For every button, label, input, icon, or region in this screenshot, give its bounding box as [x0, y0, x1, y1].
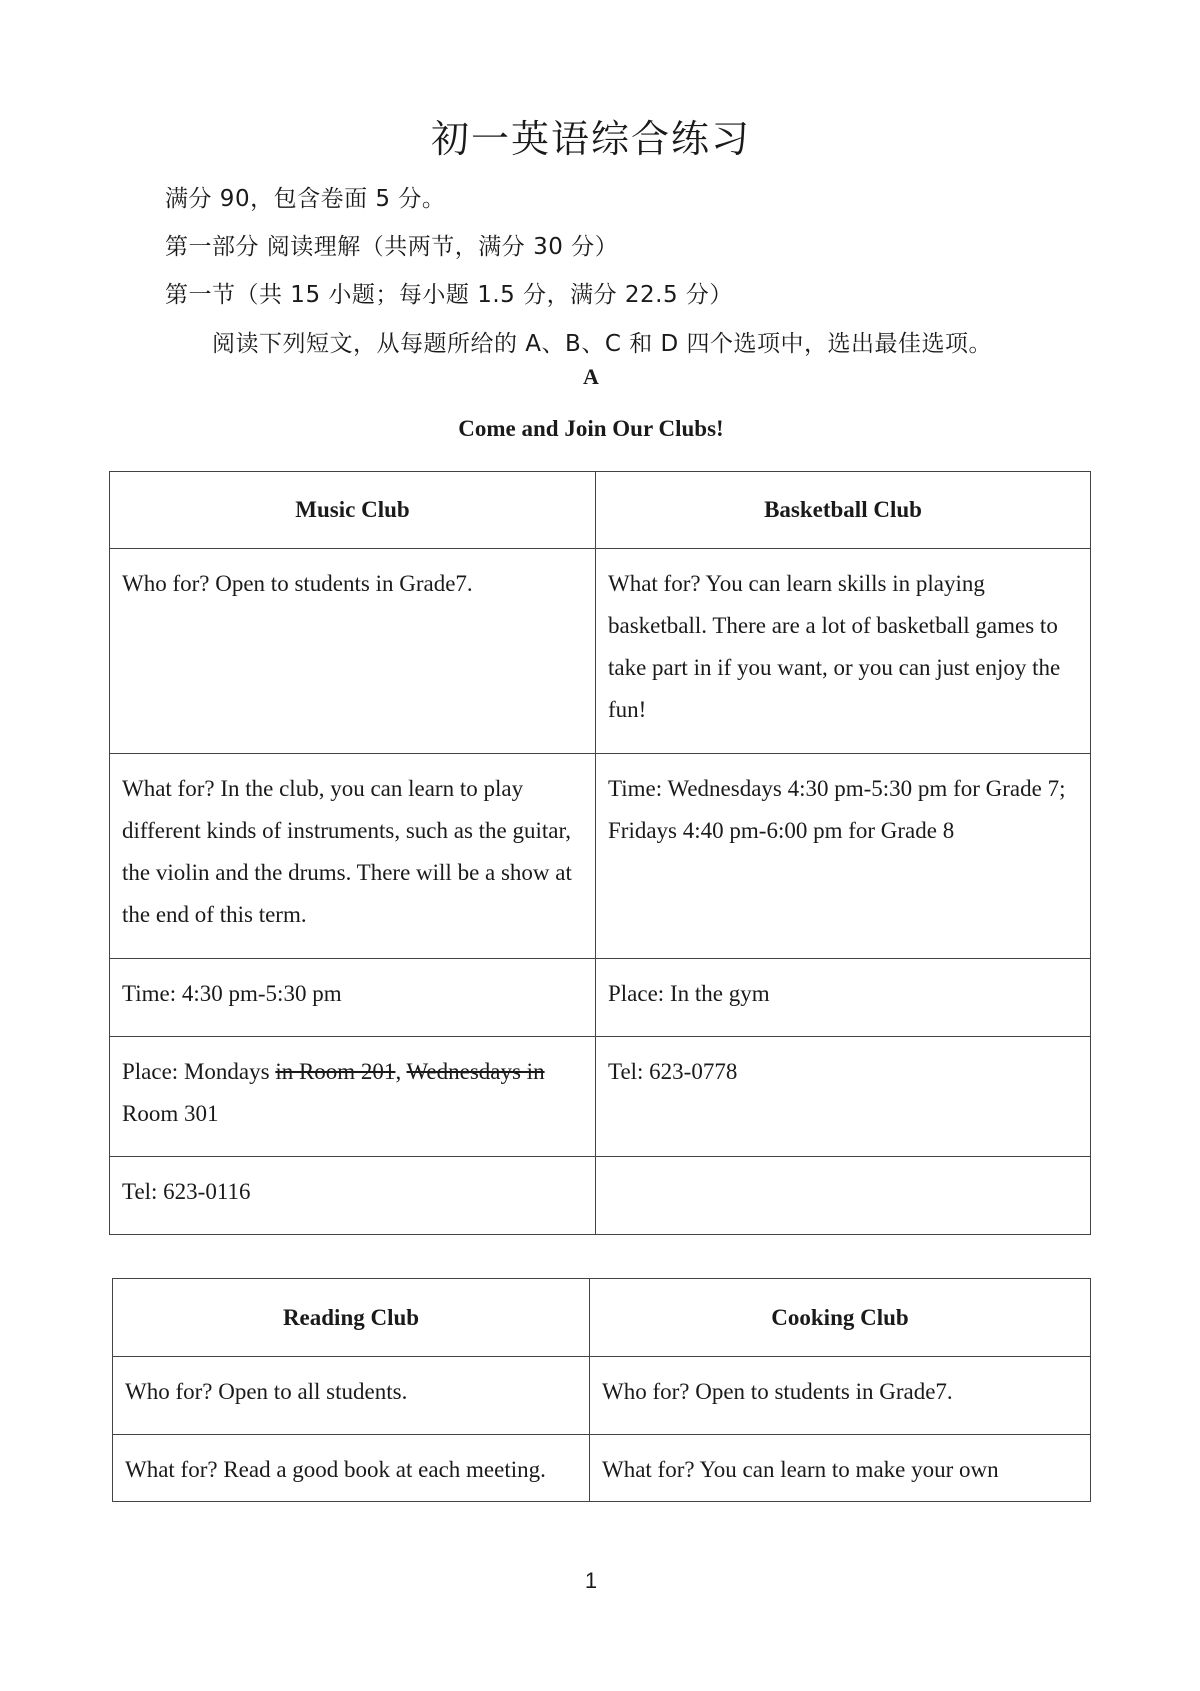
table-cell: Place: In the gym [596, 959, 1091, 1037]
struck-text: in Room 201 [275, 1059, 396, 1084]
table-cell: What for? You can learn skills in playing basketball. There are a lot of basketball games to take part in if you want, or you can just enjoy the fun! [596, 549, 1091, 754]
cooking-club-header: Cooking Club [590, 1279, 1091, 1357]
passage-title: Come and Join Our Clubs! [458, 416, 724, 441]
music-place-cell [110, 1037, 596, 1157]
reading-club-header: Reading Club [113, 1279, 590, 1357]
place-middle: , [395, 1059, 407, 1084]
table-cell: Time: 4:30 pm-5:30 pm [110, 959, 596, 1037]
score-line: 满分 90，包含卷面 5 分。 [165, 186, 446, 212]
passage-label: A [583, 364, 599, 389]
table-cell: What for? You can learn to make your own [590, 1435, 1091, 1502]
music-club-header: Music Club [110, 472, 596, 549]
table-cell: What for? In the club, you can learn to play different kinds of instruments, such as the guitar, the violin and the drums. There will be a show at the end of this term. [110, 754, 596, 959]
part-line: 第一部分 阅读理解（共两节，满分 30 分） [165, 234, 619, 260]
table-cell: Who for? Open to students in Grade7. [590, 1357, 1091, 1435]
clubs-table-2 [112, 1278, 1091, 1502]
table-cell: Tel: 623-0778 [596, 1037, 1091, 1157]
place-suffix: Room 301 [122, 1101, 219, 1126]
table-cell: What for? Read a good book at each meeting. [113, 1435, 590, 1502]
document-title: 初一英语综合练习 [430, 117, 751, 161]
instruction-line: 阅读下列短文，从每题所给的 A、B、C 和 D 四个选项中，选出最佳选项。 [212, 331, 993, 357]
struck-text: Wednesdays in [406, 1059, 545, 1084]
clubs-table-1 [109, 471, 1091, 1235]
place-prefix: Place: Mondays [122, 1059, 276, 1084]
basketball-club-header: Basketball Club [596, 472, 1091, 549]
page-number: 1 [584, 1568, 598, 1593]
table-cell: Time: Wednesdays 4:30 pm-5:30 pm for Grade 7; Fridays 4:40 pm-6:00 pm for Grade 8 [596, 754, 1091, 959]
table-cell: Who for? Open to students in Grade7. [110, 549, 596, 754]
table-cell: Who for? Open to all students. [113, 1357, 590, 1435]
section-line: 第一节（共 15 小题；每小题 1.5 分，满分 22.5 分） [165, 282, 733, 308]
table-cell [596, 1157, 1091, 1235]
table-cell: Tel: 623-0116 [110, 1157, 596, 1235]
